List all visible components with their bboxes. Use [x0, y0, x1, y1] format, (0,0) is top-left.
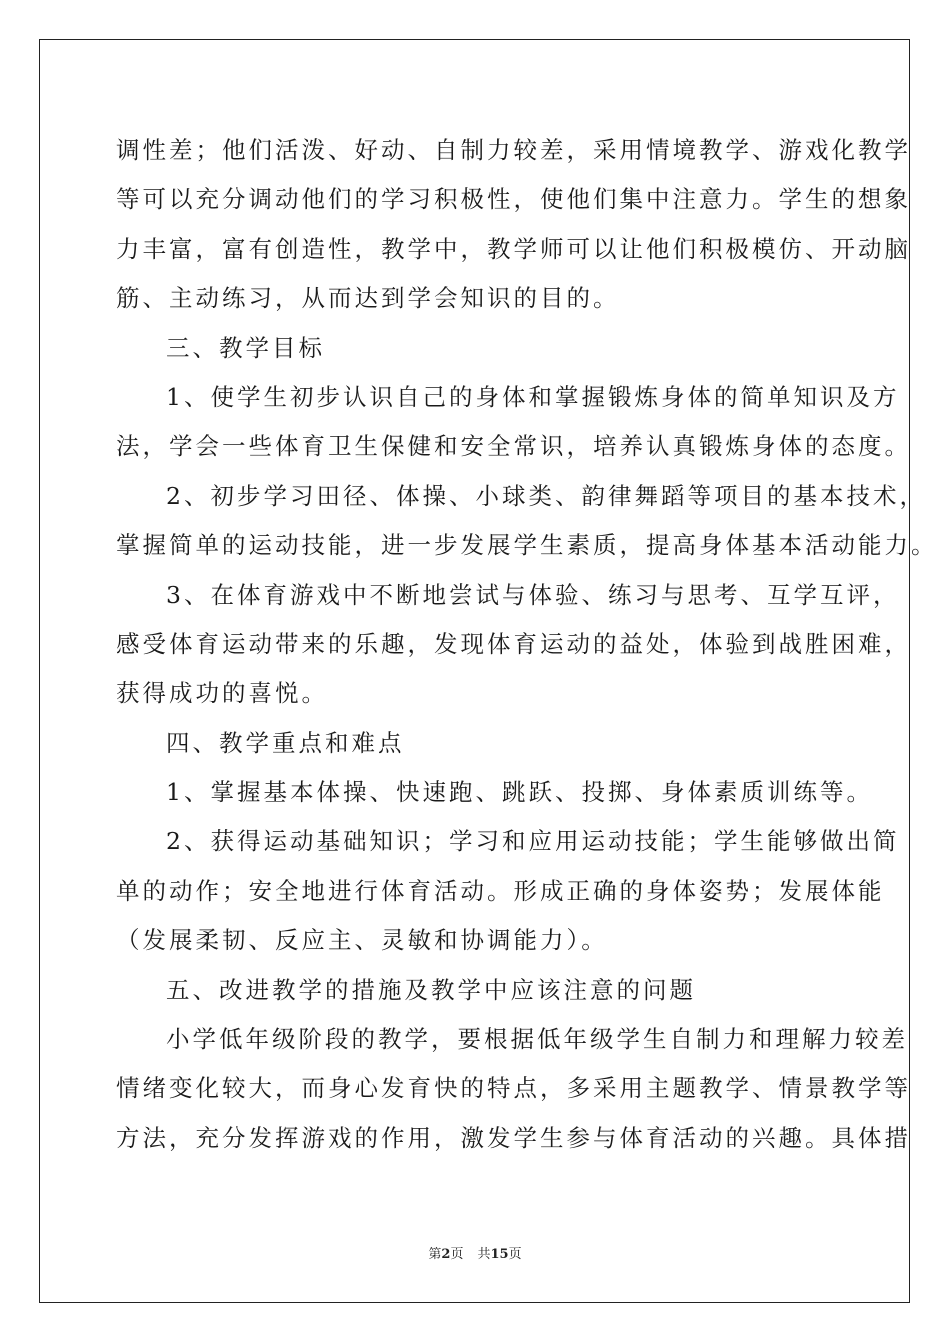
section-heading: 三、教学目标 — [166, 333, 325, 362]
document-body — [116, 126, 938, 1163]
text-line: 等可以充分调动他们的学习积极性，使他们集中注意力。学生的想象 — [116, 185, 911, 214]
page-prefix: 第 — [428, 1247, 442, 1262]
section-heading: 五、改进教学的措施及教学中应该注意的问题 — [166, 975, 696, 1004]
total-suffix: 页 — [508, 1247, 522, 1262]
text-line: 单的动作；安全地进行体育活动。形成正确的身体姿势；发展体能 — [116, 876, 885, 905]
section-heading: 四、教学重点和难点 — [166, 728, 405, 757]
text-line: （发展柔韧、反应主、灵敏和协调能力）。 — [116, 926, 608, 955]
page-footer — [0, 1243, 950, 1262]
page-suffix: 页 — [450, 1247, 464, 1262]
text-line: 1、使学生初步认识自己的身体和掌握锻炼身体的简单知识及方 — [166, 382, 900, 411]
text-line: 掌握简单的运动技能，进一步发展学生素质，提高身体基本活动能力。 — [116, 531, 938, 560]
text-line: 调性差；他们活泼、好动、自制力较差，采用情境教学、游戏化教学 — [116, 136, 911, 164]
total-pages: 15 — [490, 1247, 509, 1262]
text-line: 情绪变化较大，而身心发育快的特点，多采用主题教学、情景教学等 — [116, 1074, 911, 1103]
text-line: 获得成功的喜悦。 — [116, 679, 328, 708]
text-line: 感受体育运动带来的乐趣，发现体育运动的益处，体验到战胜困难， — [116, 629, 911, 658]
text-line: 法，学会一些体育卫生保健和安全常识，培养认真锻炼身体的态度。 — [116, 432, 911, 461]
text-line: 3、在体育游戏中不断地尝试与体验、练习与思考、互学互评， — [166, 580, 900, 609]
text-line: 1、掌握基本体操、快速跑、跳跃、投掷、身体素质训练等。 — [166, 778, 873, 807]
text-line: 方法，充分发挥游戏的作用，激发学生参与体育活动的兴趣。具体措 — [116, 1123, 911, 1152]
text-line: 小学低年级阶段的教学，要根据低年级学生自制力和理解力较差 — [166, 1025, 908, 1054]
text-line: 2、初步学习田径、体操、小球类、韵律舞蹈等项目的基本技术， — [166, 481, 926, 510]
text-line: 筋、主动练习，从而达到学会知识的目的。 — [116, 284, 620, 313]
total-prefix: 共 — [477, 1247, 491, 1262]
page-number: 2 — [441, 1247, 451, 1262]
text-line: 2、获得运动基础知识；学习和应用运动技能；学生能够做出简 — [166, 827, 900, 856]
text-line: 力丰富，富有创造性，教学中，教学师可以让他们积极模仿、开动脑 — [116, 234, 911, 263]
